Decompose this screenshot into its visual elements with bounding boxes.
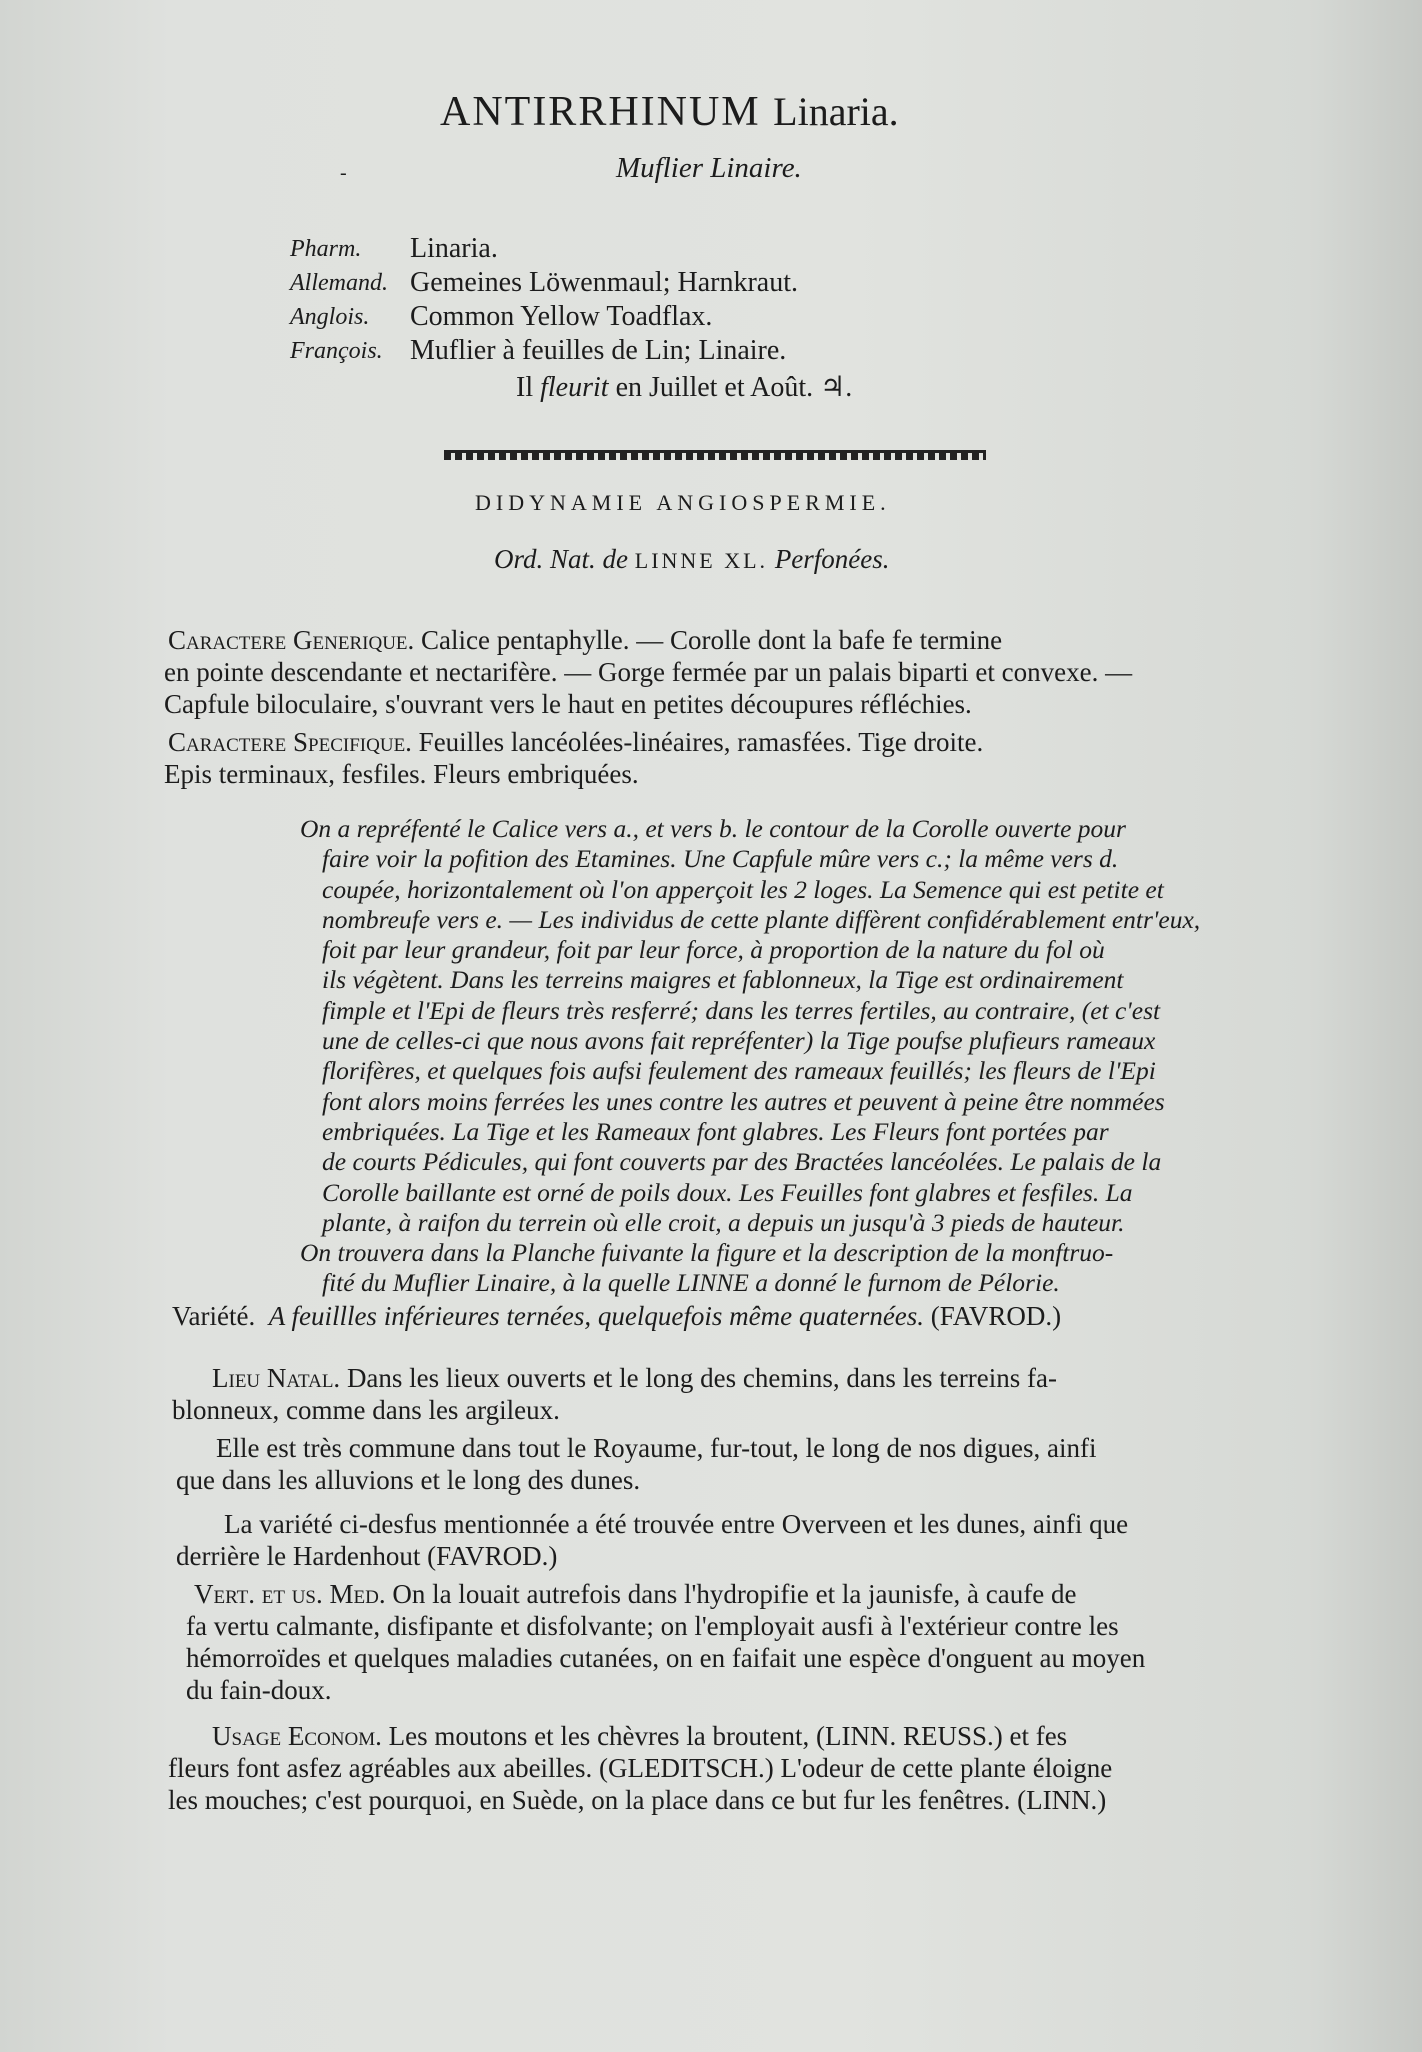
text-line: en pointe descendante et nectarifère. — Gorge fermée par un palais biparti et convexe. — <box>164 657 1133 687</box>
genus-name: ANTIRRHINUM <box>440 89 761 135</box>
generic-character <box>164 624 1133 720</box>
name-value: Gemeines Löwenmaul; Harnkraut. <box>410 267 798 298</box>
text-line: derrière le Hardenhout (FAVROD.) <box>176 1541 558 1571</box>
variety-location <box>176 1508 1128 1572</box>
medical-uses <box>186 1578 1145 1706</box>
order-author: LINNE XL. <box>634 548 769 573</box>
name-lang: Pharm. <box>290 236 362 262</box>
variety-text: A feuillles inférieures ternées, quelquefois même quaternées. <box>268 1301 925 1331</box>
name-lang: Allemand. <box>290 270 388 296</box>
variety-line <box>172 1300 1061 1332</box>
habitat <box>172 1362 1057 1426</box>
natural-order <box>494 544 890 575</box>
ornamental-rule <box>444 450 986 460</box>
plate-description <box>300 814 1200 1299</box>
name-value: Linaria. <box>410 233 498 264</box>
specific-character <box>164 726 984 790</box>
order-label: Ord. Nat. <box>494 544 596 574</box>
text-line: On la louait autrefois dans l'hydropifie et la jaunisfe, à caufe de <box>392 1579 1077 1609</box>
species-name: Linaria. <box>773 89 899 134</box>
text-line: Les moutons et les chèvres la broutent, (LINN. REUSS.) et fes <box>388 1721 1068 1751</box>
text-line: florifères, et quelques fois aufsi feulement des rameaux feuillés; les fleurs de l'Epi <box>322 1056 1156 1086</box>
text-line: blonneux, comme dans les argileux. <box>172 1395 560 1425</box>
text-line: hémorroïdes et quelques maladies cutanées, on en faifait une espèce d'onguent au moyen <box>186 1643 1146 1673</box>
generic-heading: Caractere Generique. <box>168 625 415 655</box>
text-line: Feuilles lancéolées-linéaires, ramasfées. Tige droite. <box>418 727 984 757</box>
text-line: les mouches; c'est pourquoi, en Suède, on la place dans ce but fur les fenêtres. (LINN.) <box>168 1785 1107 1815</box>
name-row <box>290 266 798 300</box>
flowering-line <box>516 370 852 404</box>
name-lang: François. <box>290 338 383 364</box>
habitat-heading: Lieu Natal. <box>212 1363 341 1393</box>
text-line: font alors moins ferrées les unes contre les autres et peuvent à peine être nommées <box>322 1086 1165 1116</box>
text-line: fité du Muflier Linaire, à la quelle LINNE a donné le furnom de Pélorie. <box>322 1268 1060 1298</box>
text-line: fa vertu calmante, disfipante et disfolvante; on l'employait ausfi à l'extérieur contre les <box>186 1611 1119 1641</box>
economic-heading: Usage Econom. <box>212 1721 382 1751</box>
text-line: On a repréfenté le Calice vers a., et vers b. le contour de la Corolle ouverte pour <box>300 814 1126 843</box>
flowering-months: en Juillet et Août. <box>615 372 814 403</box>
text-line: foit par leur grandeur, foit par leur force, à proportion de la nature du fol où <box>322 935 1105 965</box>
name-value: Muflier à feuilles de Lin; Linaire. <box>410 335 787 366</box>
text-line: Capfule biloculaire, s'ouvrant vers le haut en petites découpures réfléchies. <box>164 689 972 719</box>
text-line: On trouvera dans la Planche fuivante la figure et la description de la monftruo- <box>300 1238 1114 1268</box>
perennial-symbol: ♃. <box>820 372 853 403</box>
name-row <box>290 300 798 334</box>
economic-uses <box>168 1720 1112 1816</box>
text-line: coupée, horizontalement où l'on apperçoit les 2 loges. La Semence qui est petite et <box>322 874 1164 904</box>
text-line: Calice pentaphylle. — Corolle dont la bafe fe termine <box>421 625 1003 655</box>
text-line: plante, à raifon du terrein où elle croit, a depuis un jusqu'à 3 pieds de hauteur. <box>322 1207 1125 1237</box>
text-line: que dans les alluvions et le long des dunes. <box>176 1465 641 1495</box>
order-family: Perfonées. <box>774 544 890 574</box>
text-line: de courts Pédicules, qui font couverts par des Bractées lancéolées. Le palais de la <box>322 1147 1162 1177</box>
text-line: nombreufe vers e. — Les individus de cette plante diffèrent confidérablement entr'eux, <box>322 904 1201 934</box>
specific-heading: Caractere Specifique. <box>168 727 412 757</box>
medical-heading: Vert. et us. Med. <box>194 1579 386 1609</box>
name-row <box>290 334 798 368</box>
linnaean-class: DIDYNAMIE ANGIOSPERMIE. <box>475 490 891 515</box>
text-line: Corolle baillante est orné de poils doux. Les Feuilles font glabres et fesfiles. La <box>322 1177 1133 1207</box>
text-line: Elle est très commune dans tout le Royaume, fur-tout, le long de nos digues, ainfi <box>216 1433 1097 1463</box>
subtitle: Muflier Linaire. <box>616 152 802 184</box>
variety-label: Variété. <box>172 1301 256 1331</box>
text-line: La variété ci-desfus mentionnée a été trouvée entre Overveen et les dunes, ainfi que <box>224 1509 1129 1539</box>
text-line: une de celles-ci que nous avons fait repréfenter) la Tige poufse plufieurs rameaux <box>322 1026 1156 1056</box>
common-names-list <box>290 232 798 368</box>
text-line: ils végètent. Dans les terreins maigres et fablonneux, la Tige est ordinairement <box>322 965 1124 995</box>
text-line: fimple et l'Epi de fleurs très resferré; dans les terres fertiles, au contraire, (et c'est <box>322 995 1161 1025</box>
flowering-verb: fleurit <box>540 372 609 403</box>
flowering-pre: Il <box>516 372 534 403</box>
dash-mark: - <box>340 162 347 184</box>
text-line: fleurs font asfez agréables aux abeilles. (GLEDITSCH.) L'odeur de cette plante éloigne <box>168 1753 1113 1783</box>
text-line: Epis terminaux, fesfiles. Fleurs embriquées. <box>164 759 639 789</box>
text-line: embriquées. La Tige et les Rameaux font glabres. Les Fleurs font portées par <box>322 1116 1109 1146</box>
page-title <box>440 88 899 136</box>
name-row <box>290 232 798 266</box>
name-value: Common Yellow Toadflax. <box>410 301 713 332</box>
name-lang: Anglois. <box>290 304 370 330</box>
order-de: de <box>602 544 628 574</box>
text-line: Dans les lieux ouverts et le long des chemins, dans les terreins fa- <box>346 1363 1057 1393</box>
text-line: faire voir la pofition des Etamines. Une Capfule mûre vers c.; la même vers d. <box>322 844 1119 874</box>
variety-cite: (FAVROD.) <box>930 1301 1062 1331</box>
habitat-extent <box>176 1432 1097 1496</box>
text-line: du fain-doux. <box>186 1675 332 1705</box>
